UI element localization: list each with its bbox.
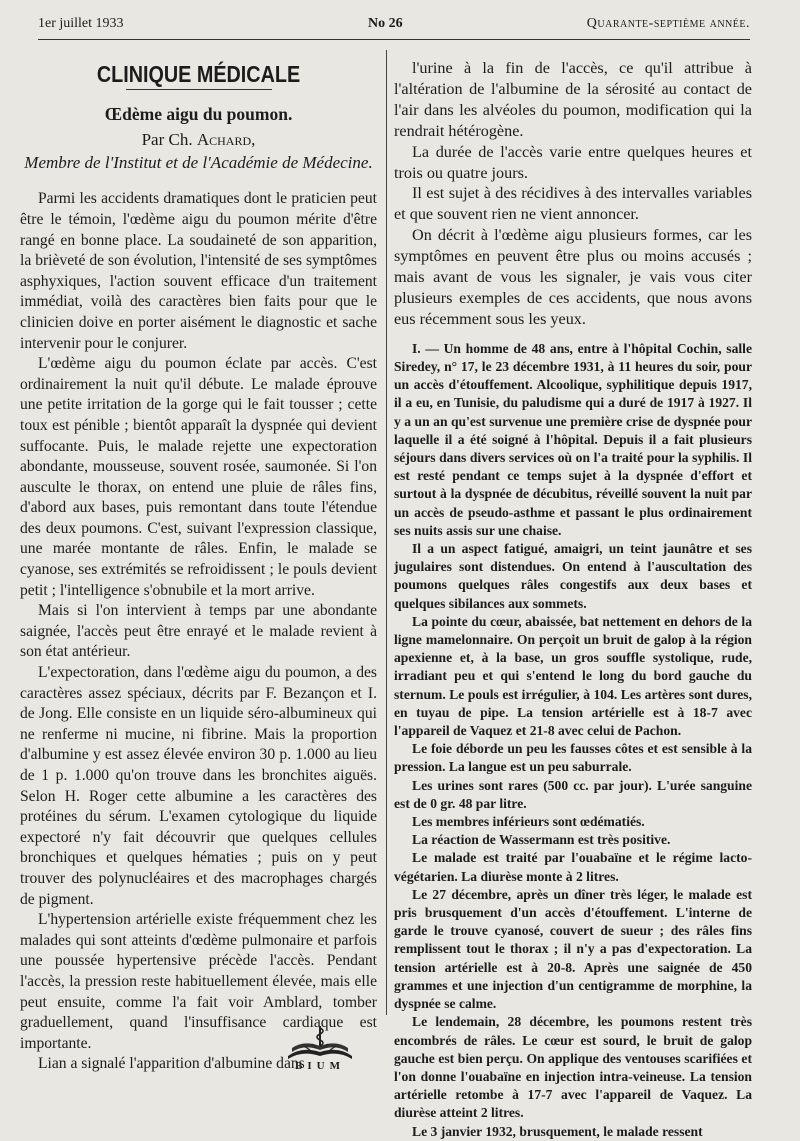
- case-paragraph: Il a un aspect fatigué, amaigri, un teint jaunâtre et ses jugulaires sont distendues. On entend à l'auscultation des poumons quelques râles congestifs aux deux bases et quelques sibilances aux sommets.: [394, 541, 752, 611]
- case-paragraph: La pointe du cœur, abaissée, bat nettement en dehors de la ligne mamelonnaire. On perçoit un bruit de galop à la région apexienne et, à la base, un gros souffle systolique, rude, irradiant peu et qui s'entend le long du bord gauche du sternum. Le pouls est irrégulier, à 104. Les artères sont dures, en tuyau de pipe. La tension artérielle est à 18-7 avec l'appareil de Vaquez et 21-8 avec celui de Pachon.: [394, 613, 752, 739]
- bium-logo: [280, 1022, 360, 1074]
- paragraph: L'hypertension artérielle existe fréquemment chez les malades qui sont atteints d'œdème pulmonaire et parfois une poussée hypertensive précède l'accès. Pendant l'accès, la pression reste habituellement élevée, mais elle peut ensuite, comme l'a fait voir Amblard, tomber graduellement, quand l'insuffisance cardiaque est importante.: [20, 911, 377, 1052]
- paragraph: Parmi les accidents dramatiques dont le praticien peut être le témoin, l'œdème aigu du poumon mérite d'être rangé en bonne place. La soudaineté de son apparition, la brièveté de son évolution, l'intensité de ses symptômes asphyxiques, l'action souvent efficace d'un traitement immédiat, voilà des caractères bien faits pour que le clinicien doive en porter aisément le diagnostic et sache intervenir pour le conjurer.: [20, 190, 377, 352]
- header-volume-year: Quarante-septième année.: [586, 16, 750, 31]
- header-issue-number: No 26: [368, 16, 403, 31]
- left-column: [20, 56, 377, 1075]
- article-title: Œdème aigu du poumon.: [104, 103, 293, 124]
- author-affiliation: Membre de l'Institut et de l'Académie de Médecine.: [24, 152, 373, 172]
- spacer: [394, 330, 752, 340]
- header-rule: [38, 39, 750, 40]
- case-paragraph: Les membres inférieurs sont œdématiés.: [412, 814, 645, 830]
- case-paragraph: Les urines sont rares (500 cc. par jour). L'urée sanguine est de 0 gr. 48 par litre.: [394, 777, 752, 811]
- case-paragraph: Le foie déborde un peu les fausses côtes et est sensible à la pression. La langue est un peu saburrale.: [394, 741, 752, 775]
- article-author: [20, 130, 377, 151]
- case-paragraph: Le 27 décembre, après un dîner très léger, le malade est pris brusquement d'un accès d'étouffement. L'interne de garde le trouve cyanosé, couvert de sueur ; des râles fins remplissent tout le thorax ; il n'y a pas d'expectoration. La tension artérielle est à 20-8. Après une saignée de 450 grammes et une injection d'un centigramme de morphine, la dyspnée se calme.: [394, 886, 752, 1012]
- header-date: 1er juillet 1933: [38, 16, 124, 31]
- paragraph: Lian a signalé l'apparition d'albumine dans: [38, 1055, 305, 1073]
- author-prefix: Par Ch.: [141, 130, 197, 150]
- section-title: CLINIQUE MÉDICALE: [96, 61, 301, 87]
- paragraph: Mais si l'on intervient à temps par une abondante saignée, l'accès peut être enrayé et le malade revient à son état antérieur.: [20, 602, 377, 661]
- book-snake-emblem-icon: [280, 1022, 360, 1062]
- case-paragraph: Le malade est traité par l'ouabaïne et le régime lacto-végétarien. La diurèse monte à 2 litres.: [394, 850, 752, 884]
- case-paragraph: Le lendemain, 28 décembre, les poumons restent très encombrés de râles. Le cœur est sourd, le bruit de galop gauche est bien perçu. On applique des ventouses scarifiées et l'on donne l'ouabaïne en injection intra-veineuse. La tension artérielle retombe à 17-7 avec l'appareil de Vaquez. La diurèse atteint 2 litres.: [394, 1014, 752, 1121]
- case-paragraph: Le 3 janvier 1932, brusquement, le malade ressent: [412, 1123, 703, 1139]
- paragraph: La durée de l'accès varie entre quelques heures et trois ou quatre jours.: [394, 142, 752, 182]
- paragraph: On décrit à l'œdème aigu plusieurs formes, car les symptômes en peuvent être plus ou moins accusés ; mais avant de vous les signaler, je vais vous citer plusieurs exemples de ces accidents, que nous avons eus récemment sous les yeux.: [394, 226, 752, 328]
- paragraph: L'œdème aigu du poumon éclate par accès. C'est ordinairement la nuit qu'il débute. Le malade éprouve une petite irritation de la gorge qui le fait tousser ; cette toux est pénible ; bientôt apparaît la dyspnée qui devient suffocante. Puis, le malade rejette une expectoration abondante, mousseuse, souvent rosée, saumonée. Si l'on ausculte le thorax, on entend une pluie de râles fins, d'abord aux bases, puis remontant dans toute l'étendue des deux poumons. C'est, suivant l'expression classique, une marée montante de râles. Enfin, le malade se cyanose, ses extrémités se refroidissent ; le pouls devient petit ; l'intelligence s'obnubile et la mort arrive.: [20, 355, 377, 599]
- title-rule: [126, 89, 272, 90]
- case-paragraph: I. — Un homme de 48 ans, entre à l'hôpital Cochin, salle Siredey, n° 17, le 23 décembre 1931, à 11 heures du soir, pour un accès d'étouffement. Alcoolique, syphilitique depuis 1917, il a eu, en Tunisie, du paludisme qui a duré de 1917 à 1927. Il y a un an qu'est survenue une première crise de dyspnée pour laquelle il a été soigné à l'hôpital. Depuis il a fait plusieurs séjours dans divers services où on l'a traité pour la syphilis. Il est resté pendant ce temps sujet à la dyspnée d'effort et surtout à la dyspnée de décubitus, réveillé souvent la nuit par un accès de pseudo-asthme et passant le plus ordinairement ses nuits assis sur une chaise.: [394, 340, 752, 538]
- column-divider: [386, 50, 387, 1015]
- case-paragraph: La réaction de Wassermann est très positive.: [412, 832, 671, 848]
- logo-text: BIUM: [295, 1060, 345, 1072]
- right-column: [394, 58, 752, 1141]
- author-name: Achard,: [196, 130, 256, 150]
- paragraph: L'expectoration, dans l'œdème aigu du poumon, a des caractères assez spéciaux, décrits par F. Bezançon et I. de Jong. Elle consiste en un liquide séro-albumineux qui ne renferme ni mucine, ni fibrine. Mais la proportion d'albumine y est assez élevée environ 30 p. 1.000 au lieu de 1 p. 1.000 qu'on trouve dans les bronchites aiguës. Selon H. Roger cette albumine a les caractères des protéines du sérum. L'examen cytologique du liquide expectoré n'y fait découvrir que quelques cellules bronchiques et quelques hématies ; puis on y peut trouver des polynucléaires et des macrophages chargés de pigment.: [20, 664, 377, 908]
- paragraph: l'urine à la fin de l'accès, ce qu'il attribue à l'altération de l'albumine de la sérosité au contact de l'air dans les alvéoles du poumon, modification qui la rendrait hétérogène.: [394, 59, 752, 140]
- paragraph: Il est sujet à des récidives à des intervalles variables et que souvent rien ne vient annoncer.: [394, 184, 752, 224]
- page-header: [38, 14, 750, 38]
